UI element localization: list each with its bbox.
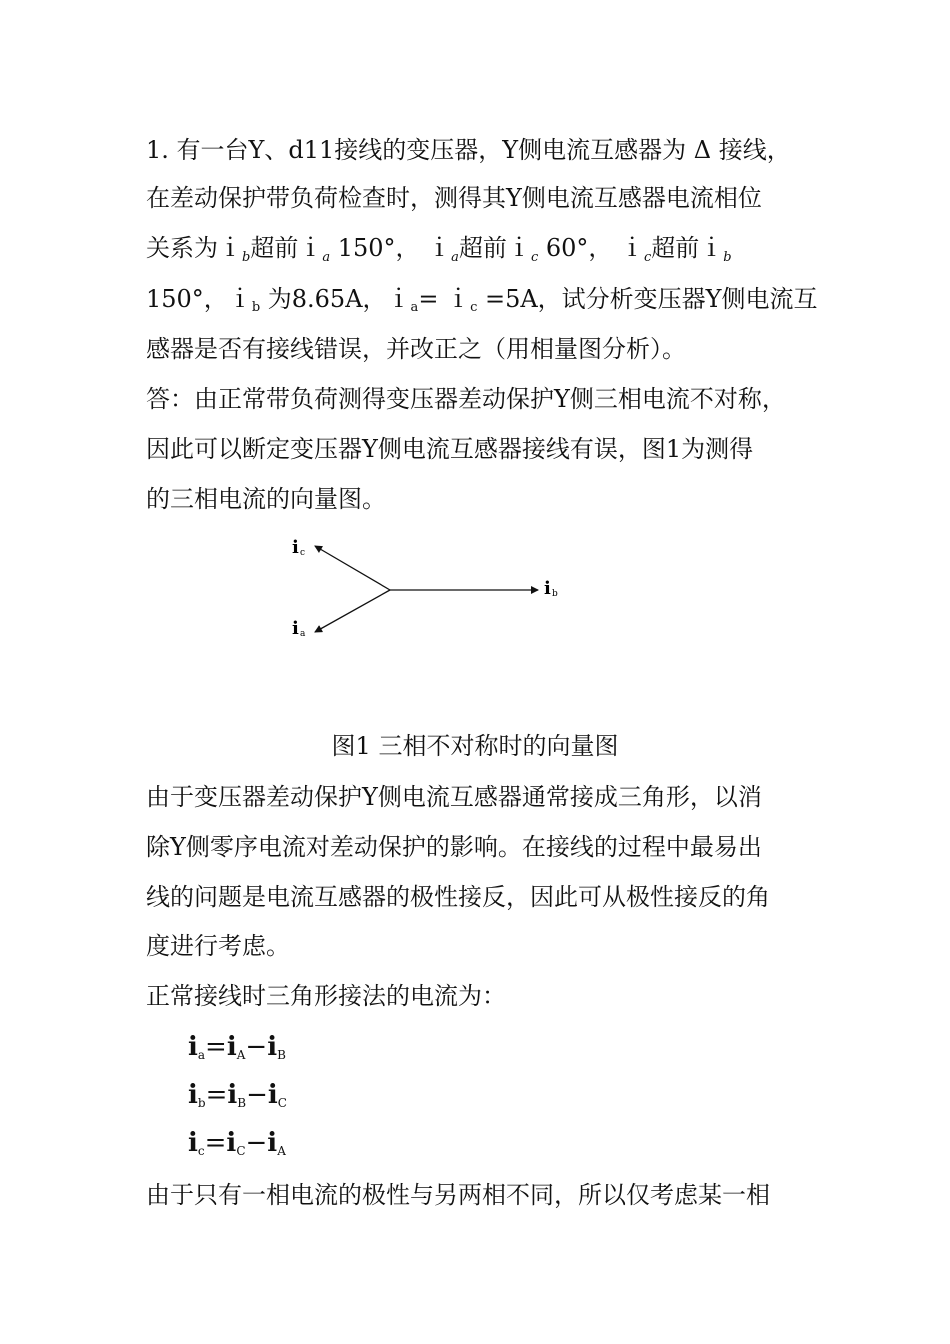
- body-line-1: 由于变压器差动保护Y侧电流互感器通常接成三角形，以消: [146, 783, 762, 811]
- question-line-2: 在差动保护带负荷检查时，测得其Y侧电流互感器电流相位: [146, 184, 762, 212]
- svg-text:a: a: [300, 629, 306, 639]
- svg-text:i: i: [292, 618, 299, 639]
- body-line-4: 度进行考虑。: [146, 932, 290, 960]
- body-line-2: 除Y侧零序电流对差动保护的影响。在接线的过程中最易出: [146, 833, 762, 861]
- answer-line-3: 的三相电流的向量图。: [146, 485, 386, 513]
- label-ia: [292, 618, 306, 639]
- question-line-4: 150°，ｉb 为8.65A，ｉa= ｉc =5A，试分析变压器Y侧电流互: [146, 285, 818, 315]
- phasor-ic-line: [315, 546, 390, 590]
- question-line-3: 关系为ｉ$_b$超前ｉ$_a$ 150°， ｉ$_a$超前ｉ$_c$ 60°， ｉ$_c$超前ｉ$_b$: [146, 234, 732, 265]
- body-line-5: 正常接线时三角形接法的电流为：: [146, 982, 506, 1010]
- question-line-5: 感器是否有接线错误，并改正之（用相量图分析）。: [146, 335, 686, 363]
- svg-text:c: c: [300, 548, 306, 558]
- phasor-ia-line: [315, 590, 390, 632]
- answer-line-1: 答：由正常带负荷测得变压器差动保护Y侧三相电流不对称，: [146, 385, 786, 413]
- figure-caption: 图1 三相不对称时的向量图: [331, 732, 619, 760]
- formula-ia: ia=iA−iB: [188, 1032, 286, 1062]
- question-line-1: 1. 有一台Y、d11接线的变压器，Y侧电流互感器为 Δ 接线，: [146, 136, 791, 164]
- answer-line-2: 因此可以断定变压器Y侧电流互感器接线有误，图1为测得: [146, 435, 754, 463]
- svg-text:i: i: [292, 537, 299, 558]
- label-ib: [544, 578, 558, 599]
- phasor-diagram: [280, 530, 580, 650]
- tail-line-1: 由于只有一相电流的极性与另两相不同，所以仅考虑某一相: [146, 1181, 770, 1209]
- body-line-3: 线的问题是电流互感器的极性接反，因此可从极性接反的角: [146, 883, 770, 911]
- formula-ic: ic=iC−iA: [188, 1128, 286, 1158]
- label-ic: [292, 537, 305, 558]
- svg-text:i: i: [544, 578, 551, 599]
- svg-text:b: b: [552, 589, 558, 599]
- formula-ib: ib=iB−iC: [188, 1080, 287, 1110]
